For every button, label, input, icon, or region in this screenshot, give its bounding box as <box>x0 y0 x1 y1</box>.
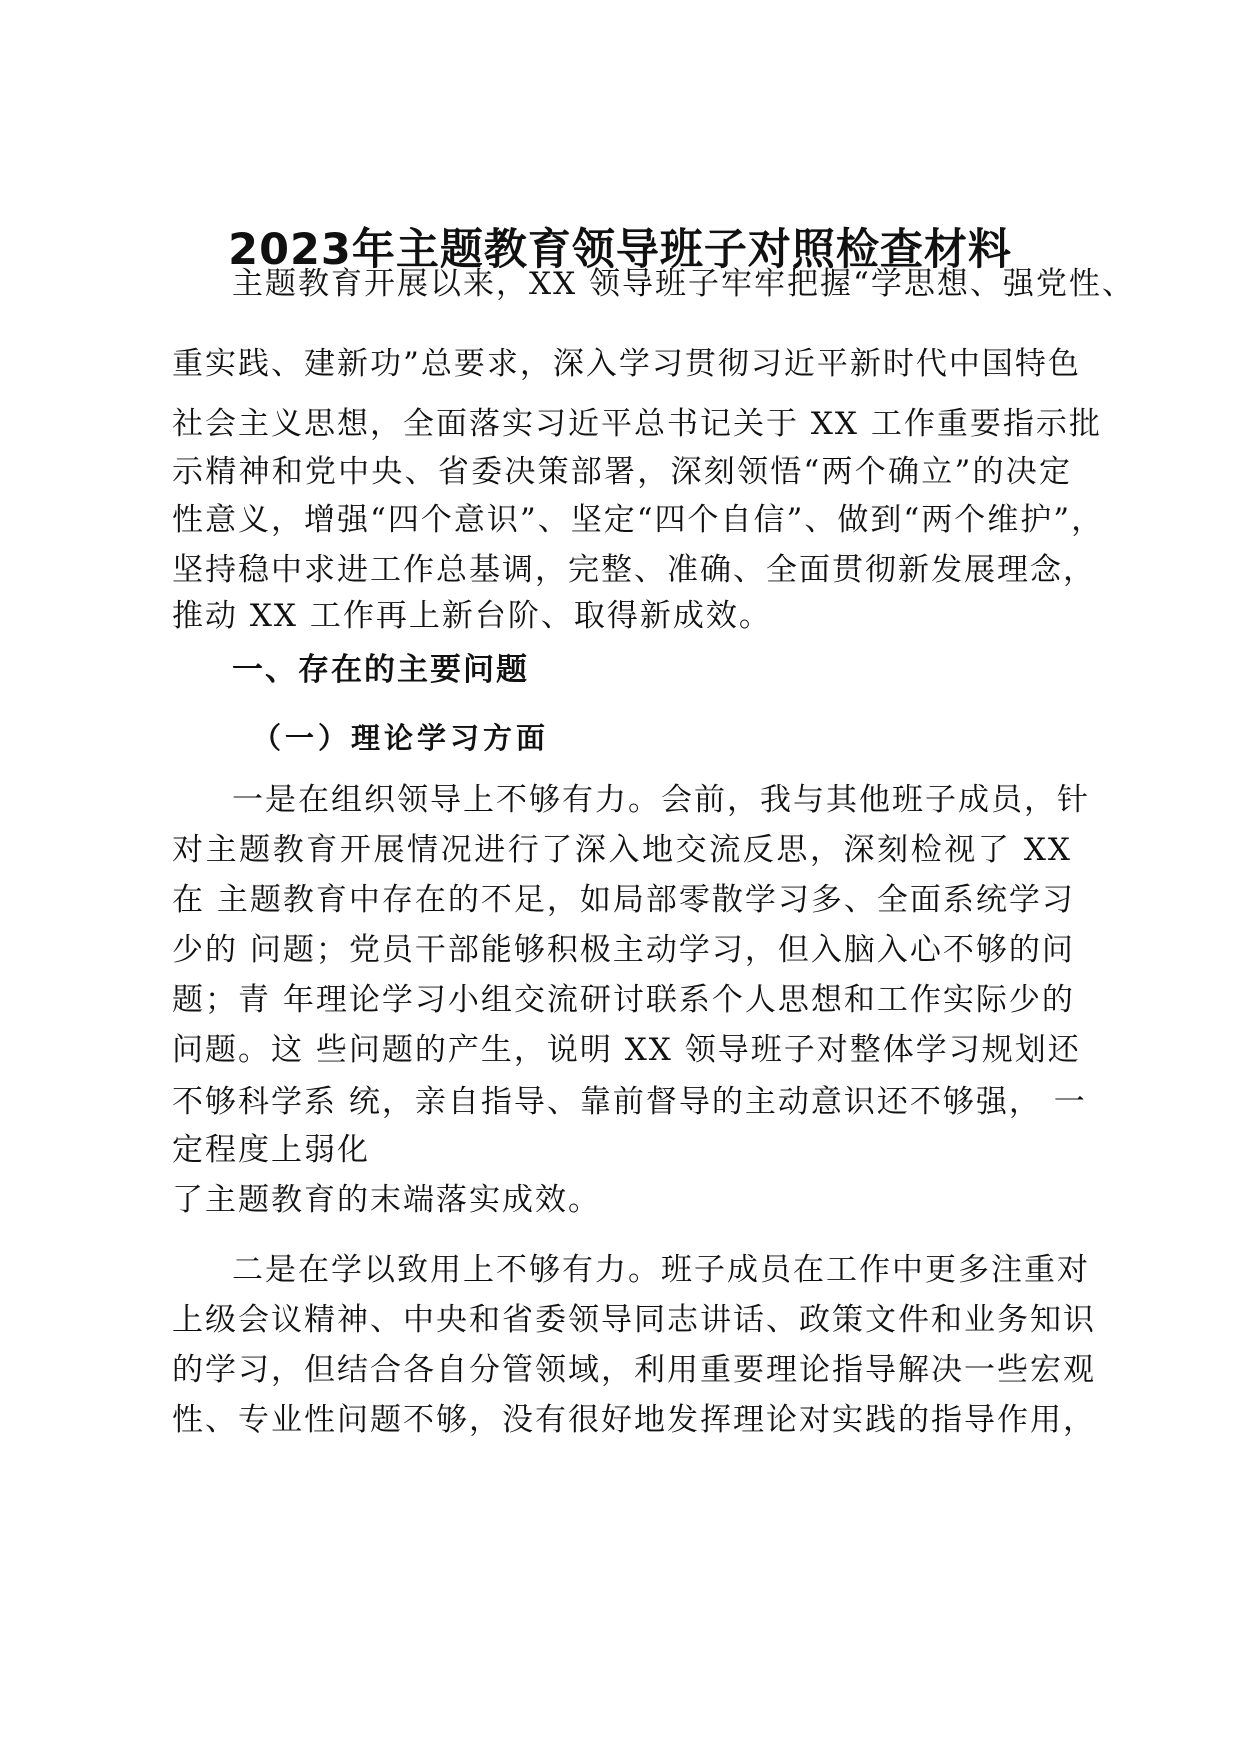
paragraph-line: 二是在学以致用上不够有力。班子成员在工作中更多注重对 <box>232 1252 1090 1288</box>
document-title: 2023年主题教育领导班子对照检查材料 <box>228 225 1012 275</box>
intro-line: 性意义，增强“四个意识”、坚定“四个自信”、做到“两个维护”， <box>172 502 1105 538</box>
intro-line: 推动 XX 工作再上新台阶、取得新成效。 <box>172 598 772 634</box>
intro-line: 示精神和党中央、省委决策部署，深刻领悟“两个确立”的决定 <box>172 454 1072 490</box>
intro-line: 主题教育开展以来，XX 领导班子牢牢把握“学思想、强党性、 <box>232 266 1135 302</box>
paragraph-line: 定程度上弱化 <box>172 1132 370 1168</box>
paragraph-line: 了主题教育的末端落实成效。 <box>172 1182 601 1218</box>
intro-line: 坚持稳中求进工作总基调，完整、准确、全面贯彻新发展理念， <box>172 552 1096 588</box>
paragraph-line: 题；青 年理论学习小组交流研讨联系个人思想和工作实际少的 <box>172 982 1075 1018</box>
intro-line: 重实践、建新功”总要求，深入学习贯彻习近平新时代中国特色 <box>172 346 1081 382</box>
intro-line: 社会主义思想，全面落实习近平总书记关于 XX 工作重要指示批 <box>172 406 1102 442</box>
paragraph-line: 在 主题教育中存在的不足，如局部零散学习多、全面系统学习 <box>172 882 1075 918</box>
section-heading: 一、存在的主要问题 <box>232 652 529 688</box>
paragraph-line: 一是在组织领导上不够有力。会前，我与其他班子成员，针 <box>232 782 1090 818</box>
subsection-heading: （一）理论学习方面 <box>252 721 550 755</box>
paragraph-line: 的学习，但结合各自分管领域，利用重要理论指导解决一些宏观 <box>172 1352 1096 1388</box>
paragraph-line: 问题。这 些问题的产生，说明 XX 领导班子对整体学习规划还 <box>172 1032 1081 1068</box>
paragraph-line: 对主题教育开展情况进行了深入地交流反思，深刻检视了 XX <box>172 832 1072 868</box>
paragraph-line: 性、专业性问题不够，没有很好地发挥理论对实践的指导作用， <box>172 1402 1096 1438</box>
paragraph-line: 少的 问题；党员干部能够积极主动学习，但入脑入心不够的问 <box>172 932 1075 968</box>
paragraph-line: 不够科学系 统，亲自指导、靠前督导的主动意识还不够强， 一 <box>172 1084 1087 1120</box>
paragraph-line: 上级会议精神、中央和省委领导同志讲话、政策文件和业务知识 <box>172 1302 1096 1338</box>
